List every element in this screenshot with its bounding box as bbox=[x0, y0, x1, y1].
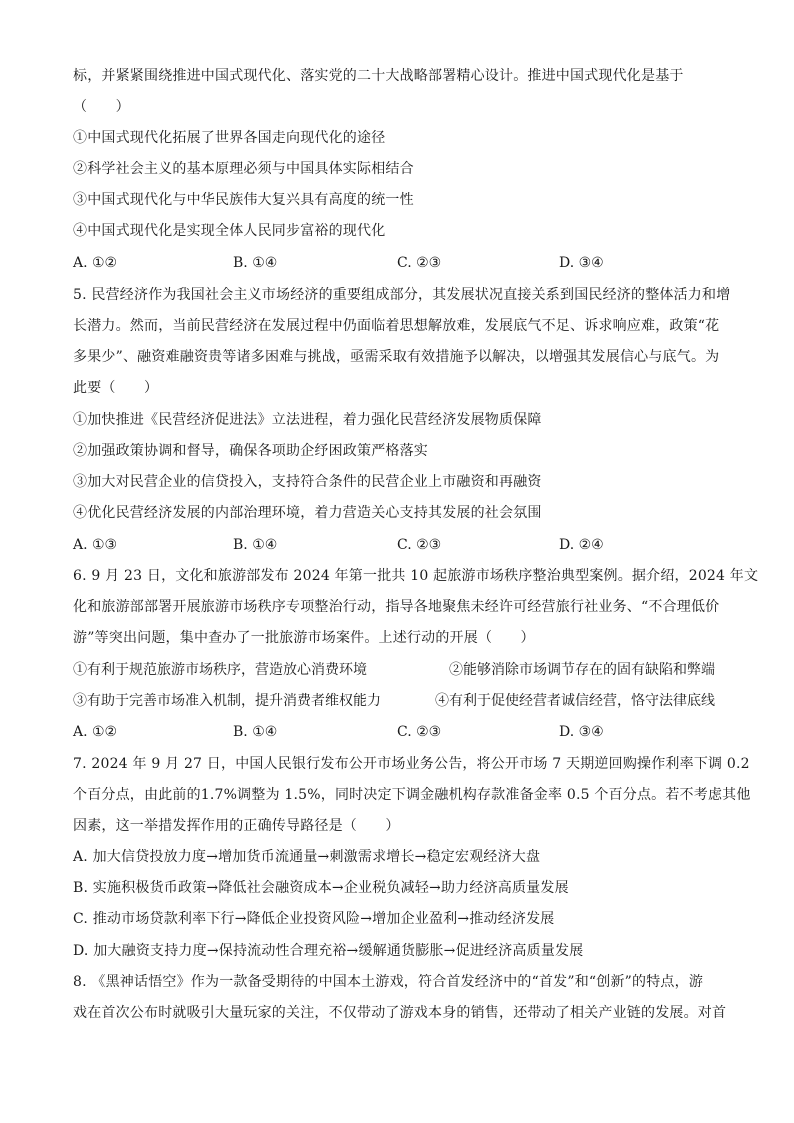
q5-statement-3: ③加大对民营企业的信贷投入，支持符合条件的民营企业上市融资和再融资 bbox=[73, 474, 542, 490]
q7-option-c: C. 推动市场贷款利率下行→降低企业投资风险→增加企业盈利→推动经济发展 bbox=[73, 911, 555, 927]
q5-option-c: C. ②③ bbox=[397, 537, 442, 553]
q6-option-d: D. ③④ bbox=[559, 724, 604, 740]
q4-options bbox=[73, 253, 723, 273]
q6-statement-row-2 bbox=[73, 691, 723, 711]
q5-option-b: B. ①④ bbox=[233, 537, 278, 553]
q5-statement-4: ④优化民营经济发展的内部治理环境，着力营造关心支持其发展的社会氛围 bbox=[73, 505, 542, 521]
q5-stem-line-1: 5. 民营经济作为我国社会主义市场经济的重要组成部分，其发展状况直接关系到国民经济的整体活力和增 bbox=[73, 287, 731, 303]
q6-option-c: C. ②③ bbox=[397, 724, 442, 740]
q6-stem-line-2: 化和旅游部部署开展旅游市场秩序专项整治行动，指导各地聚焦未经许可经营旅行社业务、“不合理低价 bbox=[73, 599, 720, 615]
q4-option-b: B. ①④ bbox=[233, 255, 278, 271]
q5-stem-line-3: 多果少”、融资难融资贵等诸多困难与挑战，亟需采取有效措施予以解决，以增强其发展信心与底气。为 bbox=[73, 349, 720, 365]
q6-stem-line-1: 6. 9 月 23 日，文化和旅游部发布 2024 年第一批共 10 起旅游市场秩序整治典型案例。据介绍，2024 年文 bbox=[73, 568, 759, 584]
q5-options bbox=[73, 535, 723, 555]
q4-statement-1: ①中国式现代化拓展了世界各国走向现代化的途径 bbox=[73, 130, 386, 146]
q5-option-d: D. ②④ bbox=[559, 537, 604, 553]
q4-statement-2: ②科学社会主义的基本原理必须与中国具体实际相结合 bbox=[73, 161, 414, 177]
q6-statement-row-1 bbox=[73, 660, 723, 680]
q5-statement-2: ②加强政策协调和督导，确保各项助企纾困政策严格落实 bbox=[73, 443, 428, 459]
q7-stem-line-2: 个百分点，由此前的1.7%调整为 1.5%，同时决定下调金融机构存款准备金率 0.5 个百分点。若不考虑其他 bbox=[73, 787, 751, 803]
q8-stem-line-2: 戏在首次公布时就吸引大量玩家的关注，不仅带动了游戏本身的销售，还带动了相关产业链的发展。对首 bbox=[73, 1005, 727, 1021]
q4-option-c: C. ②③ bbox=[397, 255, 442, 271]
q7-stem-line-3: 因素，这一举措发挥作用的正确传导路径是（ ） bbox=[73, 818, 400, 834]
q7-option-a: A. 加大信贷投放力度→增加货币流通量→刺激需求增长→稳定宏观经济大盘 bbox=[73, 849, 541, 865]
q5-stem-line-4: 此要（ ） bbox=[73, 380, 159, 396]
q6-option-b: B. ①④ bbox=[233, 724, 278, 740]
q5-option-a: A. ①③ bbox=[73, 537, 118, 553]
q5-stem-line-2: 长潜力。然而，当前民营经济在发展过程中仍面临着思想解放难，发展底气不足、诉求响应难，政策“花 bbox=[73, 318, 720, 334]
q6-statement-2: ②能够消除市场调节存在的固有缺陷和弊端 bbox=[449, 662, 715, 678]
q6-stem-line-3: 游”等突出问题，集中查办了一批旅游市场案件。上述行动的开展（ ） bbox=[73, 630, 535, 646]
q6-statement-1: ①有利于规范旅游市场秩序，营造放心消费环境 bbox=[73, 662, 367, 678]
q8-stem-line-1: 8. 《黑神话悟空》作为一款备受期待的中国本土游戏，符合首发经济中的“首发”和“创新”的特点，游 bbox=[73, 974, 704, 990]
q6-statement-4: ④有利于促使经营者诚信经营，恪守法律底线 bbox=[435, 693, 715, 709]
q6-options bbox=[73, 722, 723, 742]
q5-statement-1: ①加快推进《民营经济促进法》立法进程，着力强化民营经济发展物质保障 bbox=[73, 412, 542, 428]
q4-statement-4: ④中国式现代化是实现全体人民同步富裕的现代化 bbox=[73, 223, 386, 239]
q4-option-d: D. ③④ bbox=[559, 255, 604, 271]
q7-stem-line-1: 7. 2024 年 9 月 27 日，中国人民银行发布公开市场业务公告，将公开市场 7 天期逆回购操作利率下调 0.2 bbox=[73, 756, 750, 772]
q4-stem-line-1: 标，并紧紧围绕推进中国式现代化、落实党的二十大战略部署精心设计。推进中国式现代化是基于 bbox=[73, 68, 684, 84]
q7-option-d: D. 加大融资支持力度→保持流动性合理充裕→缓解通货膨胀→促进经济高质量发展 bbox=[73, 943, 584, 959]
q4-stem-line-2: （ ） bbox=[73, 99, 130, 115]
q6-option-a: A. ①② bbox=[73, 724, 118, 740]
q4-statement-3: ③中国式现代化与中华民族伟大复兴具有高度的统一性 bbox=[73, 192, 414, 208]
q4-option-a: A. ①② bbox=[73, 255, 118, 271]
q7-option-b: B. 实施积极货币政策→降低社会融资成本→企业税负减轻→助力经济高质量发展 bbox=[73, 880, 569, 896]
q6-statement-3: ③有助于完善市场准入机制，提升消费者维权能力 bbox=[73, 693, 381, 709]
